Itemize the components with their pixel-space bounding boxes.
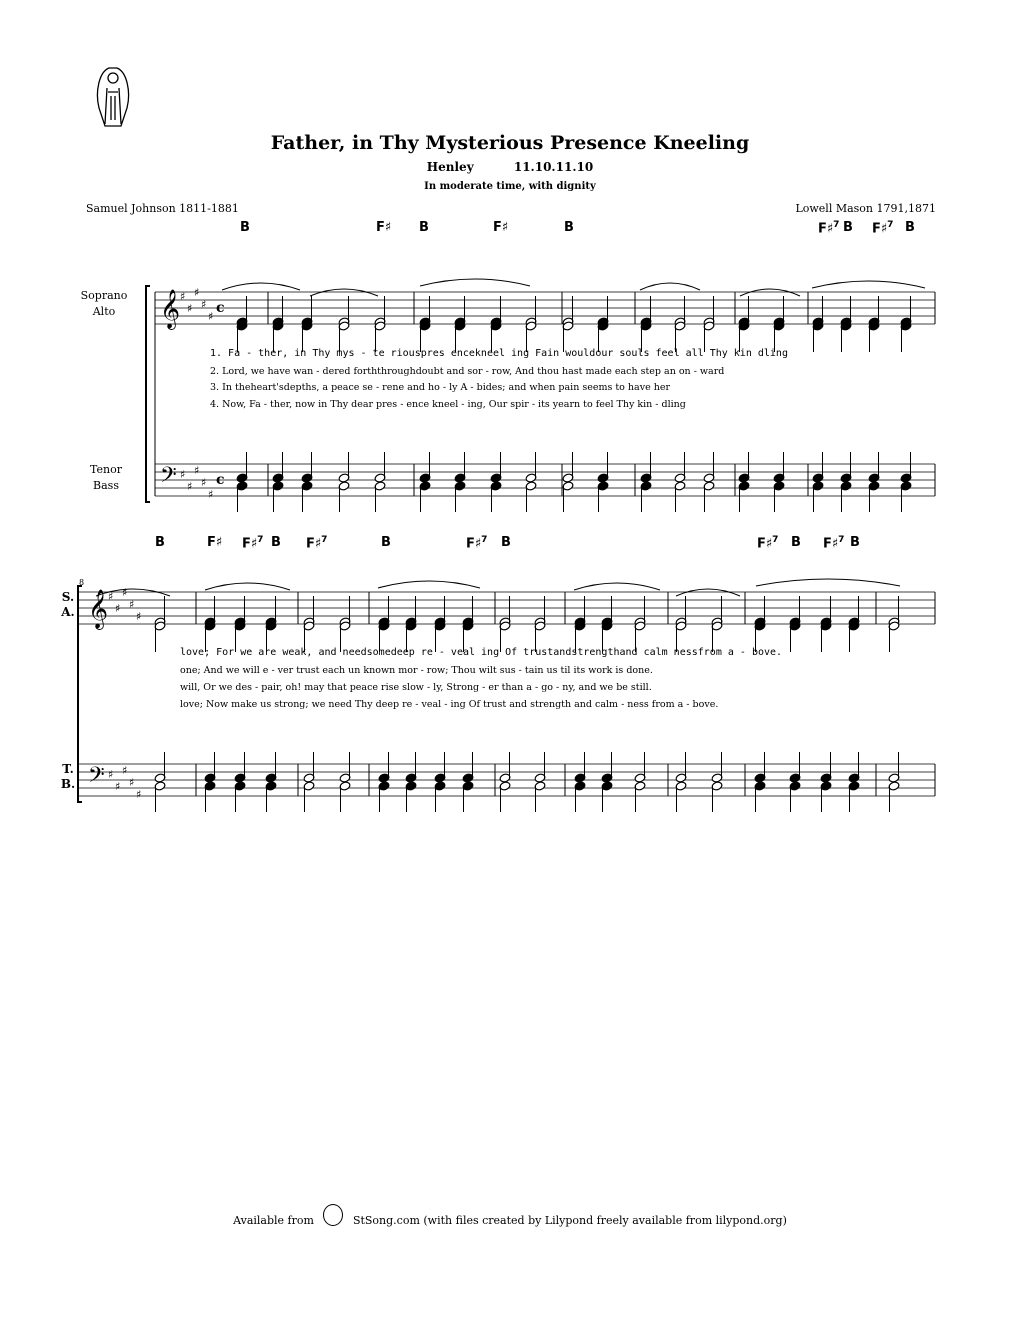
system-2-bass-note bbox=[204, 781, 216, 791]
key-sharp-icon: ♯ bbox=[115, 780, 121, 793]
system-1-tenor-note bbox=[773, 473, 785, 483]
system-1-tenor-note bbox=[236, 473, 248, 483]
system-1-chord-7: B bbox=[843, 220, 853, 235]
system-2-bass-note bbox=[820, 781, 832, 791]
system-2-tenor-note bbox=[462, 773, 474, 783]
system-2-chord-12: B bbox=[850, 535, 860, 550]
system-2-soprano-note bbox=[848, 617, 860, 627]
system-1-soprano-note bbox=[812, 317, 824, 327]
system-2-chord-10: B bbox=[791, 535, 801, 550]
key-sharp-icon: ♯ bbox=[201, 298, 207, 311]
system-2-tenor-note bbox=[154, 773, 166, 783]
system-2-soprano-note bbox=[405, 617, 417, 627]
key-sharp-icon: ♯ bbox=[194, 286, 200, 299]
system-2-bass-note bbox=[888, 781, 900, 791]
system-2-soprano-note bbox=[574, 617, 586, 627]
system-2-bass-note bbox=[754, 781, 766, 791]
system-2-tenor-note bbox=[675, 773, 687, 783]
system-2-bass-note bbox=[534, 781, 546, 791]
system-2-tenor-note bbox=[601, 773, 613, 783]
system-2-tenor-note bbox=[378, 773, 390, 783]
system-2-tenor-note bbox=[234, 773, 246, 783]
system-1-bass-note bbox=[454, 481, 466, 491]
lyric-s1-verse-2: 2. Lord, we have wan - dered forththroughdoubt and sor - row, And thou hast made each step an on - ward bbox=[210, 366, 725, 377]
system-2-brace bbox=[78, 586, 82, 802]
lyricist-credit: Samuel Johnson 1811-1881 bbox=[86, 202, 239, 215]
system-2-soprano-note bbox=[154, 617, 166, 627]
key-sharp-icon: ♯ bbox=[187, 302, 193, 315]
key-sharp-icon: ♯ bbox=[129, 598, 135, 611]
system-2-bass-note bbox=[405, 781, 417, 791]
system-1-soprano-note bbox=[703, 317, 715, 327]
system-1-alto-note bbox=[525, 321, 537, 331]
s-label: S. bbox=[61, 590, 75, 604]
system-1-alto-note bbox=[419, 321, 431, 331]
system-1-tenor-note bbox=[868, 473, 880, 483]
system-1-tenor-note bbox=[374, 473, 386, 483]
system-2-bass-note bbox=[499, 781, 511, 791]
treble-clef-icon: 𝄞 bbox=[88, 589, 109, 629]
time-signature-c: c bbox=[216, 300, 225, 316]
system-2-alto-note bbox=[711, 621, 723, 631]
key-sharp-icon: ♯ bbox=[129, 776, 135, 789]
system-2-alto-note bbox=[820, 621, 832, 631]
system-1-chord-9: B bbox=[905, 220, 915, 235]
system-1-soprano-note bbox=[525, 317, 537, 327]
system-1-chord-4: F♯ bbox=[493, 220, 509, 235]
system-2-chord-8: B bbox=[501, 535, 511, 550]
system-2-chord-7: F♯$^7$ bbox=[466, 535, 488, 552]
system-2-alto-note bbox=[574, 621, 586, 631]
system-1-tenor-note bbox=[703, 473, 715, 483]
system-1-soprano-note bbox=[562, 317, 574, 327]
system-1-soprano-note bbox=[597, 317, 609, 327]
system-1-alto-note bbox=[738, 321, 750, 331]
system-1-alto-note bbox=[900, 321, 912, 331]
system-1-slur bbox=[310, 289, 378, 296]
system-2-slur bbox=[756, 579, 900, 586]
system-2-bass-note bbox=[848, 781, 860, 791]
system-2-chord-6: B bbox=[381, 535, 391, 550]
system-1-tenor-note bbox=[597, 473, 609, 483]
system-1-soprano-note bbox=[272, 317, 284, 327]
system-2-soprano-note bbox=[754, 617, 766, 627]
system-2-bass-note bbox=[601, 781, 613, 791]
system-1-bass-note bbox=[301, 481, 313, 491]
system-1-bass-note bbox=[812, 481, 824, 491]
system-2-tenor-note bbox=[754, 773, 766, 783]
system-1-soprano-note bbox=[640, 317, 652, 327]
system-1-soprano-note bbox=[374, 317, 386, 327]
system-2-alto-note bbox=[339, 621, 351, 631]
system-2-alto-note bbox=[405, 621, 417, 631]
system-2-alto-note bbox=[234, 621, 246, 631]
stsong-logo-icon bbox=[323, 1204, 343, 1226]
system-1-bass-note bbox=[419, 481, 431, 491]
system-1-soprano-note bbox=[868, 317, 880, 327]
footer-prefix: Available from bbox=[233, 1214, 314, 1227]
key-sharp-icon: ♯ bbox=[180, 290, 186, 303]
system-1-tenor-note bbox=[525, 473, 537, 483]
system-1-tenor-note bbox=[640, 473, 652, 483]
bass-clef-icon: 𝄢 bbox=[160, 463, 177, 493]
system-2-tenor-note bbox=[405, 773, 417, 783]
system-2-slur bbox=[378, 581, 480, 588]
system-1-bass-note bbox=[640, 481, 652, 491]
key-sharp-icon: ♯ bbox=[115, 602, 121, 615]
system-2-chord-9: F♯$^7$ bbox=[757, 535, 779, 552]
system-1-chord-6: F♯$^7$ bbox=[818, 220, 840, 237]
lyric-s1-verse-1: 1. Fa - ther, in Thy mys - te riouspres encekneel ing Fain wouldour souls feel all Thy kin dling bbox=[210, 348, 788, 359]
system-1-soprano-note bbox=[301, 317, 313, 327]
bass-clef-icon: 𝄢 bbox=[88, 763, 105, 793]
system-2-soprano-note bbox=[711, 617, 723, 627]
composer-credit: Lowell Mason 1791,1871 bbox=[795, 202, 936, 215]
system-2-tenor-note bbox=[265, 773, 277, 783]
system-2-soprano-note bbox=[234, 617, 246, 627]
system-1-bass-note bbox=[562, 481, 574, 491]
lyric-s2-verse-1: love; For we are weak, and needsomedeep re - veal ing Of trustandstrengthand calm nessfrom a - bove. bbox=[180, 647, 783, 658]
b-label: B. bbox=[60, 777, 76, 791]
system-1-alto-note bbox=[490, 321, 502, 331]
system-2-tenor-note bbox=[499, 773, 511, 783]
tune-name: Henley bbox=[426, 160, 474, 174]
soprano-alto-label bbox=[78, 288, 130, 320]
system-1-chord-1: B bbox=[240, 220, 250, 235]
system-1-alto-note bbox=[272, 321, 284, 331]
system-2-alto-note bbox=[154, 621, 166, 631]
system-1-bass-note bbox=[597, 481, 609, 491]
system-1-tenor-note bbox=[812, 473, 824, 483]
key-sharp-icon: ♯ bbox=[187, 480, 193, 493]
system-1-bass-note bbox=[773, 481, 785, 491]
system-1-tenor-note bbox=[272, 473, 284, 483]
sa-short-label bbox=[58, 590, 78, 620]
bass-label: Bass bbox=[93, 479, 119, 492]
system-2-alto-note bbox=[462, 621, 474, 631]
system-2-tenor-note bbox=[574, 773, 586, 783]
system-2-bass-note bbox=[574, 781, 586, 791]
lyric-s2-verse-3: will, Or we des - pair, oh! may that peace rise slow - ly, Strong - er than a - go - ny, and we be still. bbox=[180, 682, 652, 693]
system-2-soprano-note bbox=[265, 617, 277, 627]
system-1-bass-note bbox=[236, 481, 248, 491]
system-2-bass-note bbox=[675, 781, 687, 791]
system-1-soprano-note bbox=[454, 317, 466, 327]
measure-number: 8 bbox=[79, 578, 85, 587]
system-2-alto-note bbox=[634, 621, 646, 631]
system-2-bass-note bbox=[339, 781, 351, 791]
system-1-tenor-note bbox=[562, 473, 574, 483]
system-2-tenor-note bbox=[434, 773, 446, 783]
system-2-soprano-note bbox=[789, 617, 801, 627]
system-2-alto-note bbox=[601, 621, 613, 631]
system-2-slur bbox=[676, 589, 740, 596]
a-label: A. bbox=[61, 605, 75, 619]
system-2-soprano-note bbox=[888, 617, 900, 627]
system-2-alto-note bbox=[675, 621, 687, 631]
system-2-soprano-note bbox=[499, 617, 511, 627]
key-sharp-icon: ♯ bbox=[136, 788, 142, 801]
key-sharp-icon: ♯ bbox=[122, 764, 128, 777]
system-1-alto-note bbox=[597, 321, 609, 331]
key-sharp-icon: ♯ bbox=[201, 476, 207, 489]
system-1-alto-note bbox=[236, 321, 248, 331]
system-1-chord-3: B bbox=[419, 220, 429, 235]
system-1-alto-note bbox=[840, 321, 852, 331]
system-1-soprano-note bbox=[490, 317, 502, 327]
system-1-soprano-note bbox=[773, 317, 785, 327]
system-2-slur bbox=[96, 589, 170, 596]
system-1-tenor-note bbox=[900, 473, 912, 483]
system-1-slur bbox=[740, 289, 800, 296]
system-2-tenor-note bbox=[711, 773, 723, 783]
system-1-alto-note bbox=[703, 321, 715, 331]
key-sharp-icon: ♯ bbox=[194, 464, 200, 477]
footer-site: StSong.com (with files created by Lilypond freely available from lilypond.org) bbox=[352, 1214, 787, 1227]
system-1-alto-note bbox=[454, 321, 466, 331]
system-2-tenor-note bbox=[339, 773, 351, 783]
system-2-tenor-note bbox=[534, 773, 546, 783]
system-2-slur bbox=[205, 583, 290, 590]
tenor-label: Tenor bbox=[90, 463, 122, 476]
lyric-s1-verse-4: 4. Now, Fa - ther, now in Thy dear pres - ence kneel - ing, Our spir - its yearn to feel Thy kin - dling bbox=[210, 399, 686, 410]
system-2-chord-11: F♯$^7$ bbox=[823, 535, 845, 552]
tune-info bbox=[0, 160, 1020, 174]
system-1-soprano-note bbox=[419, 317, 431, 327]
system-1-soprano-note bbox=[236, 317, 248, 327]
system-2-bass-note bbox=[711, 781, 723, 791]
system-2-bass-note bbox=[265, 781, 277, 791]
system-2-alto-note bbox=[265, 621, 277, 631]
system-1-tenor-note bbox=[674, 473, 686, 483]
system-1-tenor-note bbox=[338, 473, 350, 483]
lyric-s2-verse-4: love; Now make us strong; we need Thy deep re - veal - ing Of trust and strength and calm - ness from a - bove. bbox=[180, 699, 719, 710]
system-2-alto-note bbox=[789, 621, 801, 631]
system-2-alto-note bbox=[754, 621, 766, 631]
system-1-soprano-note bbox=[338, 317, 350, 327]
system-1-bass-note bbox=[490, 481, 502, 491]
system-1-alto-note bbox=[868, 321, 880, 331]
key-sharp-icon: ♯ bbox=[208, 488, 214, 501]
system-1-alto-note bbox=[374, 321, 386, 331]
system-1-soprano-note bbox=[840, 317, 852, 327]
system-2-alto-note bbox=[848, 621, 860, 631]
system-1-bass-note bbox=[525, 481, 537, 491]
system-2-bass-note bbox=[789, 781, 801, 791]
system-2-tenor-note bbox=[303, 773, 315, 783]
system-2-alto-note bbox=[204, 621, 216, 631]
key-sharp-icon: ♯ bbox=[136, 610, 142, 623]
tb-short-label bbox=[58, 762, 78, 792]
system-2-tenor-note bbox=[204, 773, 216, 783]
system-2-soprano-note bbox=[462, 617, 474, 627]
system-2-tenor-note bbox=[789, 773, 801, 783]
system-2-soprano-note bbox=[675, 617, 687, 627]
system-1-slur bbox=[812, 281, 925, 288]
time-signature-c: c bbox=[216, 472, 225, 488]
system-1-slur bbox=[222, 283, 300, 290]
footer-credit bbox=[0, 1210, 1020, 1232]
system-1-chord-2: F♯ bbox=[376, 220, 392, 235]
system-2-tenor-note bbox=[888, 773, 900, 783]
meter: 11.10.11.10 bbox=[513, 160, 594, 174]
key-sharp-icon: ♯ bbox=[108, 768, 114, 781]
system-1-alto-note bbox=[301, 321, 313, 331]
system-1-tenor-note bbox=[454, 473, 466, 483]
system-2-chord-3: F♯$^7$ bbox=[242, 535, 264, 552]
tempo-marking: In moderate time, with dignity bbox=[424, 181, 596, 192]
system-1-alto-note bbox=[773, 321, 785, 331]
system-2-soprano-note bbox=[820, 617, 832, 627]
system-2-tenor-note bbox=[634, 773, 646, 783]
hymn-title: Father, in Thy Mysterious Presence Kneeling bbox=[270, 132, 750, 154]
system-2-bass-note bbox=[303, 781, 315, 791]
system-2-alto-note bbox=[303, 621, 315, 631]
system-2-alto-note bbox=[888, 621, 900, 631]
system-1-bass-note bbox=[900, 481, 912, 491]
system-2-bass-note bbox=[154, 781, 166, 791]
system-2-bass-note bbox=[634, 781, 646, 791]
system-1-slur bbox=[420, 279, 530, 286]
system-1-tenor-note bbox=[419, 473, 431, 483]
system-2-alto-note bbox=[534, 621, 546, 631]
system-1-bass-note bbox=[868, 481, 880, 491]
system-1-bass-note bbox=[272, 481, 284, 491]
system-1-alto-note bbox=[640, 321, 652, 331]
system-2-bass-note bbox=[378, 781, 390, 791]
system-1-soprano-note bbox=[738, 317, 750, 327]
system-1-brace bbox=[146, 286, 150, 502]
alto-label: Alto bbox=[92, 305, 116, 318]
soprano-label: Soprano bbox=[80, 289, 128, 302]
t-label: T. bbox=[62, 762, 74, 776]
system-1-chord-5: B bbox=[564, 220, 574, 235]
system-2-soprano-note bbox=[434, 617, 446, 627]
key-sharp-icon: ♯ bbox=[122, 586, 128, 599]
system-1-soprano-note bbox=[900, 317, 912, 327]
system-1-bass-note bbox=[338, 481, 350, 491]
key-sharp-icon: ♯ bbox=[208, 310, 214, 323]
system-2-soprano-note bbox=[339, 617, 351, 627]
system-2-slur bbox=[574, 583, 660, 590]
system-1-tenor-note bbox=[490, 473, 502, 483]
system-1-chord-8: F♯$^7$ bbox=[872, 220, 894, 237]
system-2-chord-2: F♯ bbox=[207, 535, 223, 550]
system-1-bass-note bbox=[840, 481, 852, 491]
tenor-bass-label bbox=[80, 462, 132, 494]
system-2-chord-1: B bbox=[155, 535, 165, 550]
key-sharp-icon: ♯ bbox=[180, 468, 186, 481]
system-1-tenor-note bbox=[738, 473, 750, 483]
system-1-bass-note bbox=[703, 481, 715, 491]
system-2-bass-note bbox=[234, 781, 246, 791]
system-2-soprano-note bbox=[204, 617, 216, 627]
key-sharp-icon: ♯ bbox=[108, 590, 114, 603]
system-2-tenor-note bbox=[820, 773, 832, 783]
system-1-alto-note bbox=[338, 321, 350, 331]
lyric-s1-verse-3: 3. In theheart'sdepths, a peace se - rene and ho - ly A - bides; and when pain seems to have her bbox=[210, 382, 670, 393]
system-2-alto-note bbox=[499, 621, 511, 631]
system-1-bass-note bbox=[374, 481, 386, 491]
lyric-s2-verse-2: one; And we will e - ver trust each un known mor - row; Thou wilt sus - tain us til its work is done. bbox=[180, 665, 653, 676]
system-2-soprano-note bbox=[534, 617, 546, 627]
system-2-chord-4: B bbox=[271, 535, 281, 550]
system-2-chord-5: F♯$^7$ bbox=[306, 535, 328, 552]
system-2-soprano-note bbox=[303, 617, 315, 627]
system-1-tenor-note bbox=[840, 473, 852, 483]
system-1-bass-note bbox=[674, 481, 686, 491]
system-1-tenor-note bbox=[301, 473, 313, 483]
system-2-alto-note bbox=[378, 621, 390, 631]
system-1-alto-note bbox=[674, 321, 686, 331]
system-2-bass-note bbox=[434, 781, 446, 791]
system-2-soprano-note bbox=[634, 617, 646, 627]
system-1-alto-note bbox=[562, 321, 574, 331]
system-1-slur bbox=[640, 283, 700, 290]
system-1-alto-note bbox=[812, 321, 824, 331]
treble-clef-icon: 𝄞 bbox=[160, 289, 181, 329]
system-2-soprano-note bbox=[601, 617, 613, 627]
system-2-alto-note bbox=[434, 621, 446, 631]
system-2-tenor-note bbox=[848, 773, 860, 783]
system-2-soprano-note bbox=[378, 617, 390, 627]
system-1-bass-note bbox=[738, 481, 750, 491]
system-2-bass-note bbox=[462, 781, 474, 791]
system-1-soprano-note bbox=[674, 317, 686, 327]
